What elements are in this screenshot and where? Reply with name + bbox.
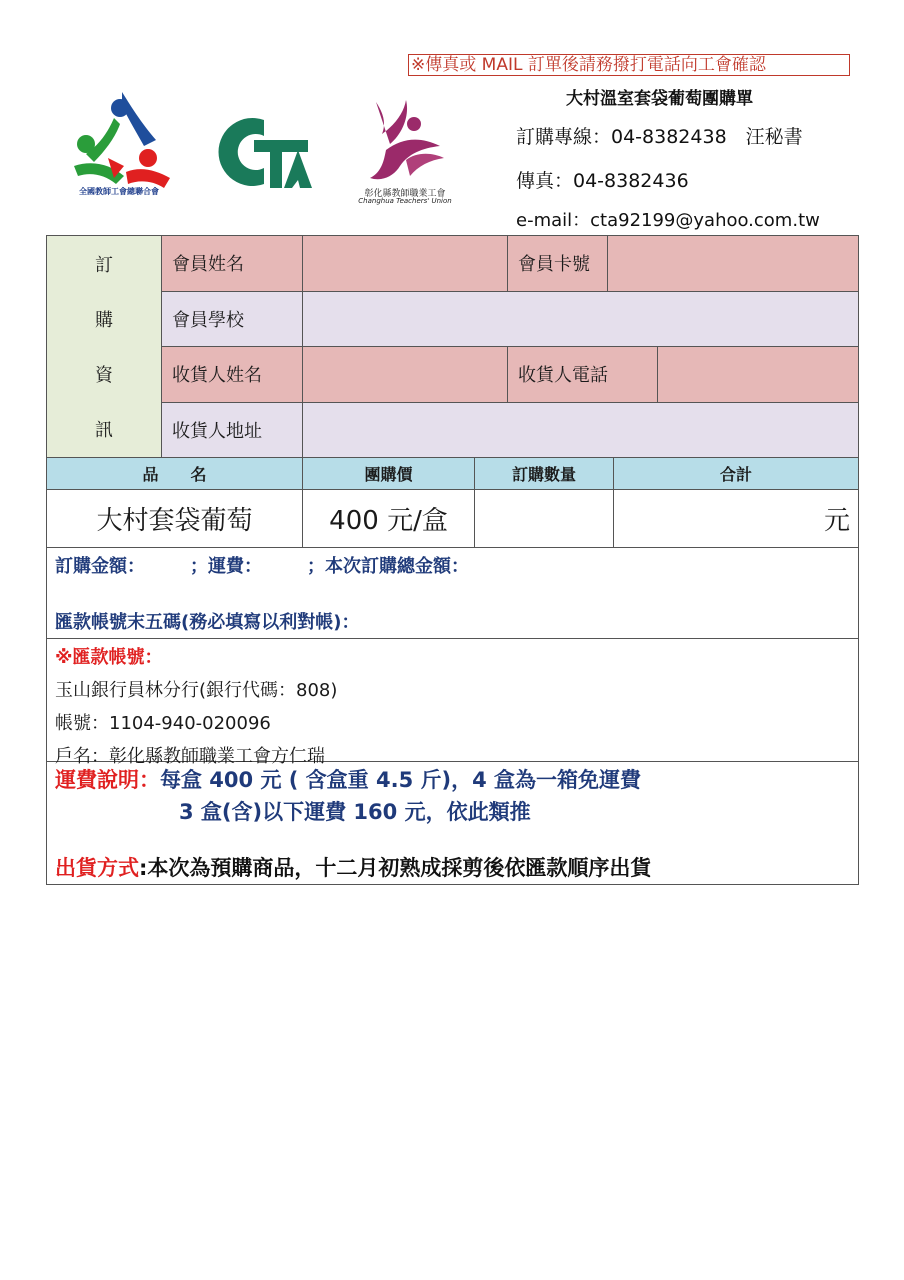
- delivery-method-line: [55, 852, 850, 882]
- union-logo-caption-en: Changhua Teachers' Union: [358, 197, 452, 205]
- member-name-label: 會員姓名: [162, 236, 303, 291]
- recipient-name-field[interactable]: [303, 347, 508, 402]
- col-product-name: 品 名: [47, 458, 303, 489]
- product-name: 大村套袋葡萄: [47, 490, 303, 547]
- col-group-price: 團購價: [303, 458, 475, 489]
- remittance-section: [47, 639, 858, 767]
- member-card-label: 會員卡號: [508, 236, 608, 291]
- shipping-section: [47, 762, 858, 884]
- side-char: 資: [95, 365, 113, 387]
- member-school-row: [162, 292, 858, 348]
- account-holder: 戶名：彰化縣教師職業工會方仁瑞: [55, 746, 325, 767]
- side-char: 訂: [95, 254, 113, 276]
- bank-name: 玉山銀行員林分行(銀行代碼：808): [55, 680, 338, 701]
- cta-logo-icon: [218, 110, 316, 194]
- order-info-section: [47, 236, 858, 458]
- recipient-name-label: 收貨人姓名: [162, 347, 303, 402]
- order-form: [46, 235, 859, 885]
- member-name-field[interactable]: [303, 236, 508, 291]
- member-name-row: [162, 236, 858, 292]
- federation-logo-caption: 全國教師工會總聯合會: [79, 187, 159, 196]
- total-field[interactable]: 元: [823, 506, 850, 536]
- product-table-header: [47, 458, 858, 490]
- email-address: e-mail：cta92199@yahoo.com.tw: [516, 210, 820, 231]
- shipping-fee-line-2: 3 盒(含)以下運費 160 元，依此類推: [179, 800, 531, 824]
- shipping-fee-text: 每盒 400 元 ( 含盒重 4.5 斤)，4 盒為一箱免運費: [160, 768, 642, 792]
- member-school-field[interactable]: [303, 292, 858, 347]
- confirm-notice: ※傳真或 MAIL 訂單後請務撥打電話向工會確認: [408, 54, 850, 76]
- order-info-side-label: [47, 236, 162, 457]
- product-row: [47, 490, 858, 548]
- recipient-phone-label: 收貨人電話: [508, 347, 658, 402]
- union-logo-caption-zh: 彰化縣教師職業工會: [364, 189, 446, 199]
- delivery-method-label: 出貨方式: [55, 856, 139, 880]
- delivery-method-text: :本次為預購商品，十二月初熟成採剪後依匯款順序出貨: [139, 856, 652, 880]
- federation-logo-icon: [64, 88, 174, 200]
- recipient-address-row: [162, 403, 858, 458]
- member-card-field[interactable]: [608, 236, 858, 291]
- form-title: 大村溫室套袋葡萄團購單: [566, 89, 753, 109]
- recipient-row: [162, 347, 858, 403]
- recipient-phone-field[interactable]: [658, 347, 858, 402]
- side-char: 訊: [95, 420, 113, 442]
- recipient-address-label: 收貨人地址: [162, 403, 303, 458]
- fax-number: 傳真：04-8382436: [516, 170, 689, 192]
- order-phone: 訂購專線：04-8382438 汪秘書: [516, 126, 803, 148]
- side-char: 購: [95, 309, 113, 331]
- quantity-field[interactable]: [475, 490, 614, 547]
- recipient-address-field[interactable]: [303, 403, 858, 458]
- amount-summary-line: 訂購金額： ；運費： ；本次訂購總金額：: [55, 556, 469, 577]
- shipping-fee-line-1: [55, 764, 850, 794]
- product-price: 400 元/盒: [303, 490, 475, 547]
- col-total: 合計: [719, 465, 752, 484]
- account-number: 帳號：1104-940-020096: [55, 713, 271, 734]
- shipping-fee-label: 運費說明：: [55, 768, 160, 792]
- col-quantity: 訂購數量: [475, 458, 614, 489]
- member-school-label: 會員學校: [162, 292, 303, 347]
- amount-section: [47, 548, 858, 639]
- account-last-digits-line: 匯款帳號末五碼(務必填寫以利對帳)：: [55, 612, 360, 633]
- remittance-title: ※匯款帳號：: [55, 647, 163, 668]
